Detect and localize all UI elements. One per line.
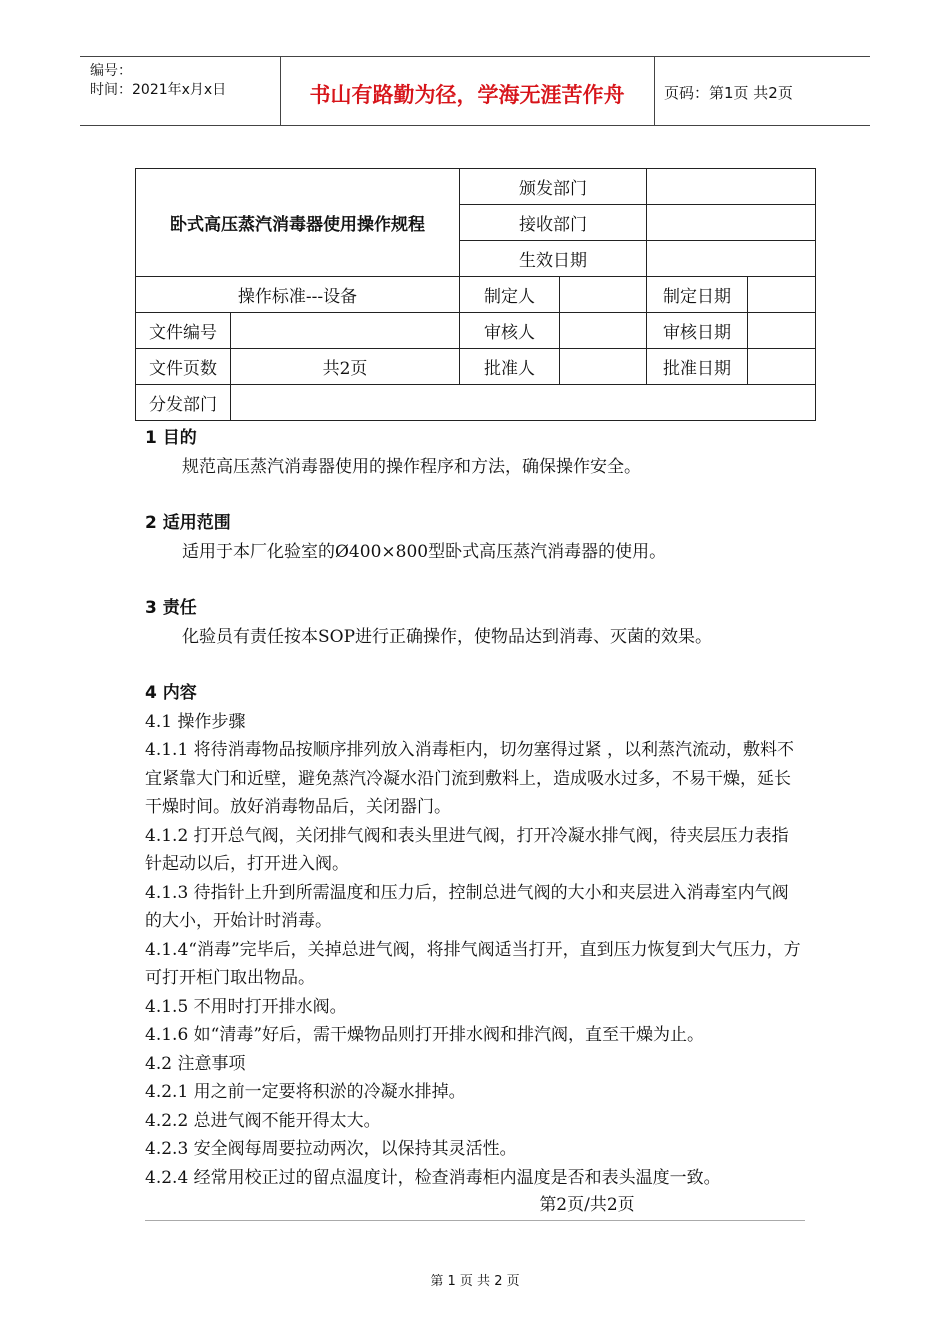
paragraph: 4.1.6 如“清毒”好后，需干燥物品则打开排水阀和排汽阀，直至干燥为止。: [145, 1025, 705, 1045]
document-body: [145, 424, 805, 1192]
doc-no-value: [231, 313, 460, 349]
paragraph: 4.2.1 用之前一定要将积淤的冷凝水排掉。: [145, 1082, 466, 1102]
section-heading: 3 责任: [145, 598, 197, 618]
motto-text: 书山有路勤为径，学海无涯苦作舟: [309, 83, 625, 107]
review-date-label: 审核日期: [647, 313, 748, 349]
issue-dept-label: 颁发部门: [460, 169, 647, 205]
maker-label: 制定人: [460, 277, 560, 313]
time-label: 时间：2021年x月x日: [90, 82, 227, 98]
paragraph: 4.2.2 总进气阀不能开得太大。: [145, 1110, 381, 1131]
header-page-cell: [654, 57, 870, 125]
paragraph: 4.1.1 将待消毒物品按顺序排列放入消毒柜内，切勿塞得过紧 ，以利蒸汽流动，敷料不宜紧靠大门和近壁，避免蒸汽冷凝水沿门流到敷料上，造成吸水过多，不易干燥，延长干燥时间。放好消毒物品后，关闭器门。: [145, 740, 795, 817]
paragraph: 4.1.5 不用时打开排水阀。: [145, 996, 347, 1017]
paragraph: 4.1.3 待指针上升到所需温度和压力后，控制总进气阀的大小和夹层进入消毒室内气阀的大小，开始计时消毒。: [145, 882, 789, 931]
approve-date-label: 批准日期: [647, 349, 748, 385]
dist-dept-value: [231, 385, 816, 421]
receive-dept-label: 接收部门: [460, 205, 647, 241]
paragraph: 适用于本厂化验室的Ø400×800型卧式高压蒸汽消毒器的使用。: [182, 541, 667, 562]
section-heading: 2 适用范围: [145, 513, 231, 533]
page-header: [80, 56, 870, 126]
paragraph: 化验员有责任按本SOP进行正确操作，使物品达到消毒、灭菌的效果。: [182, 626, 713, 647]
subsection-heading: 4.2 注意事项: [145, 1053, 246, 1074]
subsection-heading: 4.1 操作步骤: [145, 711, 246, 732]
approver-value: [560, 349, 647, 385]
dist-dept-label: 分发部门: [136, 385, 231, 421]
make-date-label: 制定日期: [647, 277, 748, 313]
doc-pages-value: 共2页: [231, 349, 460, 385]
header-meta-cell: [80, 57, 281, 125]
document-title: 卧式高压蒸汽消毒器使用操作规程: [136, 169, 460, 277]
section-heading: 4 内容: [145, 683, 197, 703]
effective-date-label: 生效日期: [460, 241, 647, 277]
make-date-value: [748, 277, 816, 313]
number-label: 编号：: [90, 63, 132, 79]
paragraph: 4.1.2 打开总气阀，关闭排气阀和表头里进气阀，打开冷凝水排气阀，待夹层压力表指针起动以后，打开进入阀。: [145, 825, 789, 874]
approver-label: 批准人: [460, 349, 560, 385]
inner-page-number: 第2页/共2页: [539, 1195, 635, 1215]
paragraph: 规范高压蒸汽消毒器使用的操作程序和方法，确保操作安全。: [182, 456, 641, 477]
page-info: 页码：第1页 共2页: [664, 84, 793, 102]
paragraph: 4.2.4 经常用校正过的留点温度计，检查消毒柜内温度是否和表头温度一致。: [145, 1167, 721, 1188]
reviewer-value: [560, 313, 647, 349]
document-info-table: [135, 168, 816, 421]
review-date-value: [748, 313, 816, 349]
approve-date-value: [748, 349, 816, 385]
doc-no-label: 文件编号: [136, 313, 231, 349]
issue-dept-value: [647, 169, 816, 205]
paragraph: 4.2.3 安全阀每周要拉动两次，以保持其灵活性。: [145, 1139, 517, 1159]
receive-dept-value: [647, 205, 816, 241]
doc-pages-label: 文件页数: [136, 349, 231, 385]
section-heading: 1 目的: [145, 428, 197, 448]
effective-date-value: [647, 241, 816, 277]
reviewer-label: 审核人: [460, 313, 560, 349]
paragraph: 4.1.4“消毒”完毕后，关掉总进气阀，将排气阀适当打开，直到压力恢复到大气压力，方可打开柜门取出物品。: [145, 939, 801, 988]
outer-page-number: 第 1 页 共 2 页: [430, 1274, 520, 1289]
maker-value: [560, 277, 647, 313]
header-motto-cell: [280, 57, 655, 125]
footer-divider: [145, 1220, 805, 1221]
standard-label: 操作标准---设备: [136, 277, 460, 313]
